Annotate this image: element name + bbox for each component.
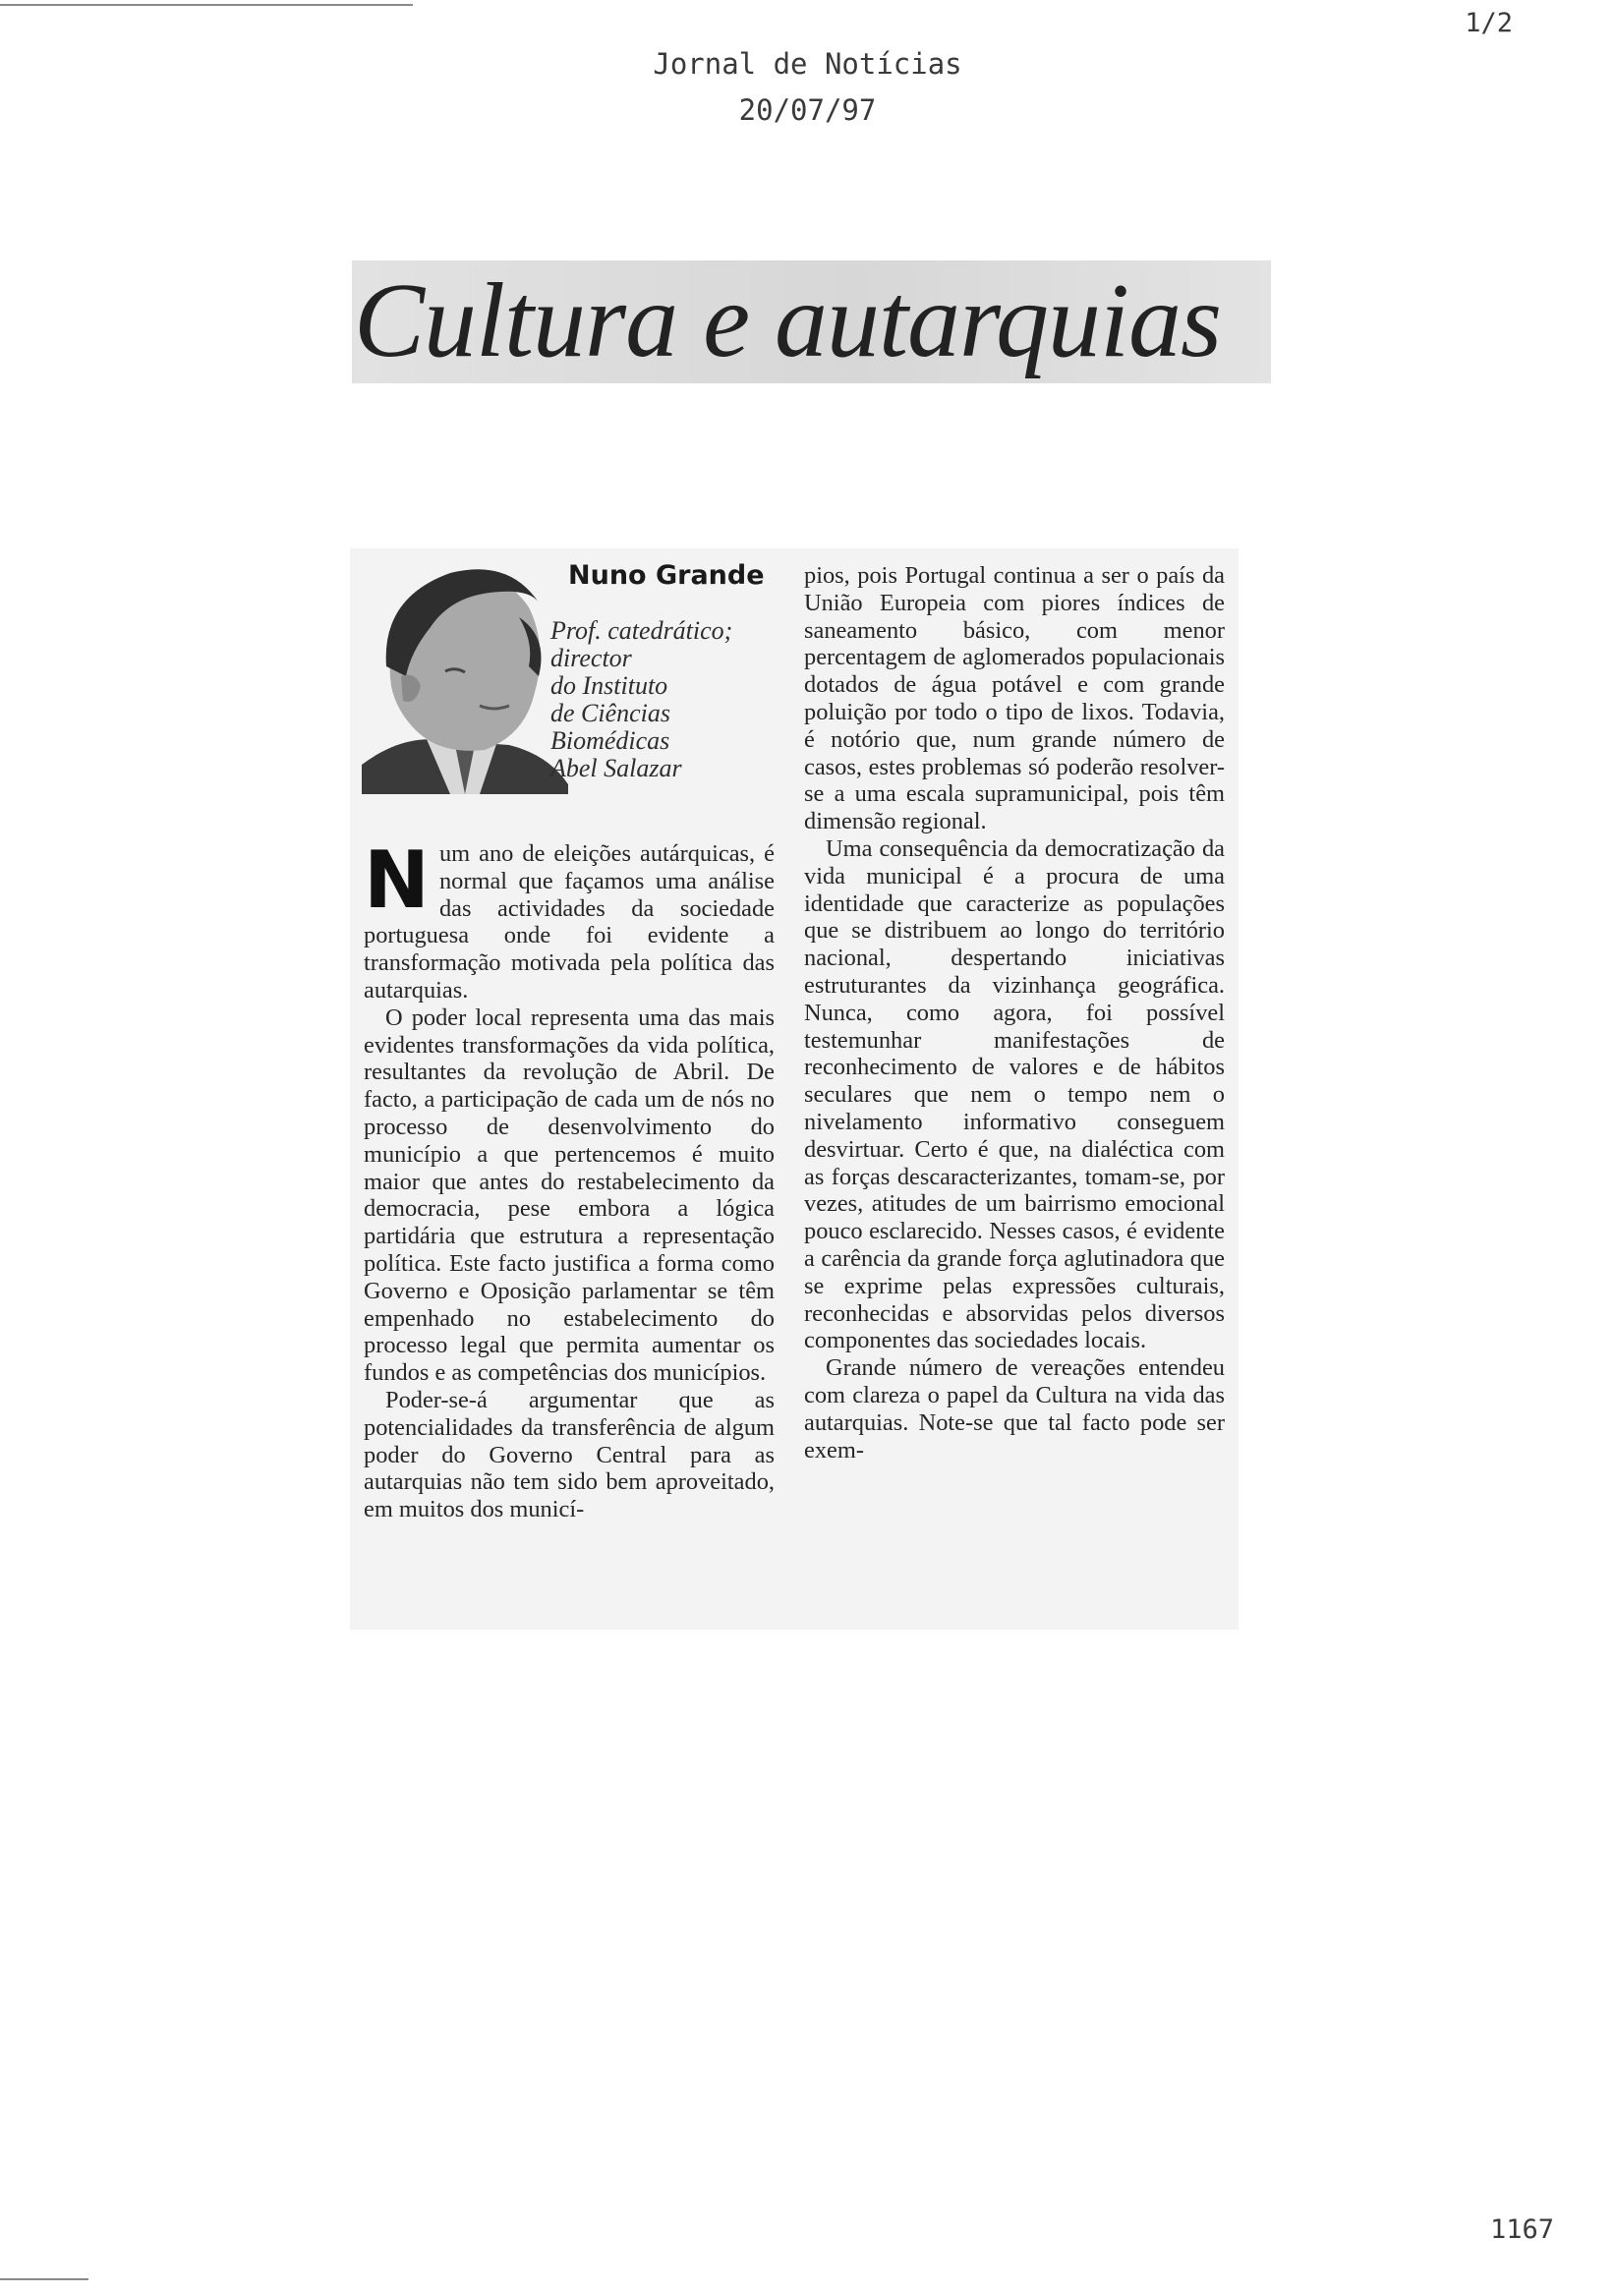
credential-line: de Ciências (550, 699, 671, 727)
archive-number: 1167 (1489, 2214, 1554, 2245)
article-paragraph: pios, pois Portugal continua a ser o país da União Europeia com piores índices de saneamento básico, com menor percentagem de aglomerados populacionais dotados de água potável e com grande poluição por todo o tipo de lixos. Todavia, é notório que, num grande número de casos, estes problemas só poderão resolver-se a uma escala supramunicipal, pois têm dimensão regional. (804, 562, 1225, 835)
page-marker: 1/2 (1465, 8, 1513, 38)
article-headline: Cultura e autarquias (354, 262, 1222, 379)
article-paragraph: Uma consequência da democratização da vida municipal é a procura de uma identidade que caracterize as populações que se distribuem ao longo do território nacional, despertando iniciativas estruturantes da vizinhança geográfica. Nunca, como agora, foi possível testemunhar manifestações de reconhecimento de valores e de hábitos seculares que nem o tempo nem o nivelamento informativo conseguem desvirtuar. Certo é que, na dialéctica com as forças descaracterizantes, tomam-se, por vezes, atitudes de um bairrismo emocional pouco esclarecido. Nesses casos, é evidente a carência da grande força aglutinadora que se exprime pelas expressões culturais, reconhecidas e absorvidas pelos diversos componentes das sociedades locais. (804, 834, 1225, 1354)
publication-stamp: Jornal de Notícias (653, 47, 962, 81)
scan-edge-line (0, 2278, 88, 2280)
article-paragraph: Poder-se-á argumentar que as potencialidades da transferência de algum poder do Governo Central para as autarquias não tem sido bem aproveitado, em muitos dos municí- (364, 1386, 775, 1523)
credential-line: Abel Salazar (550, 754, 682, 782)
drop-cap: N (364, 834, 430, 926)
credential-line: Biomédicas (550, 726, 670, 755)
author-name: Nuno Grande (568, 560, 765, 591)
scan-edge-line (0, 4, 413, 6)
paragraph-text: um ano de eleições autárquicas, é normal que façamos uma análise das actividades da sociedade portuguesa onde foi evidente a transformação motivada pela política das autarquias. (364, 840, 775, 1004)
article-column-left (364, 834, 775, 1523)
credential-line: director (550, 644, 632, 672)
article-column-right (804, 562, 1225, 1464)
article-paragraph (364, 834, 775, 1004)
author-portrait (362, 558, 568, 794)
credential-line: do Instituto (550, 671, 668, 700)
article-paragraph: O poder local representa uma das mais evidentes transformações da vida política, resultantes da revolução de Abril. De facto, a participação de cada um de nós no processo de desenvolvimento do município a que pertencemos é muito maior que antes do restabelecimento da democracia, pese embora a lógica partidária que estrutura a representação política. Este facto justifica a forma como Governo e Oposição parlamentar se têm empenhado no estabelecimento do processo legal que permita aumentar os fundos e as competências dos municípios. (364, 1004, 775, 1387)
credential-line: Prof. catedrático; (550, 616, 733, 645)
date-stamp: 20/07/97 (738, 93, 877, 127)
author-credentials (550, 617, 786, 782)
article-paragraph: Grande número de vereações entendeu com clareza o papel da Cultura na vida das autarquias. Note-se que tal facto pode ser exem- (804, 1354, 1225, 1464)
